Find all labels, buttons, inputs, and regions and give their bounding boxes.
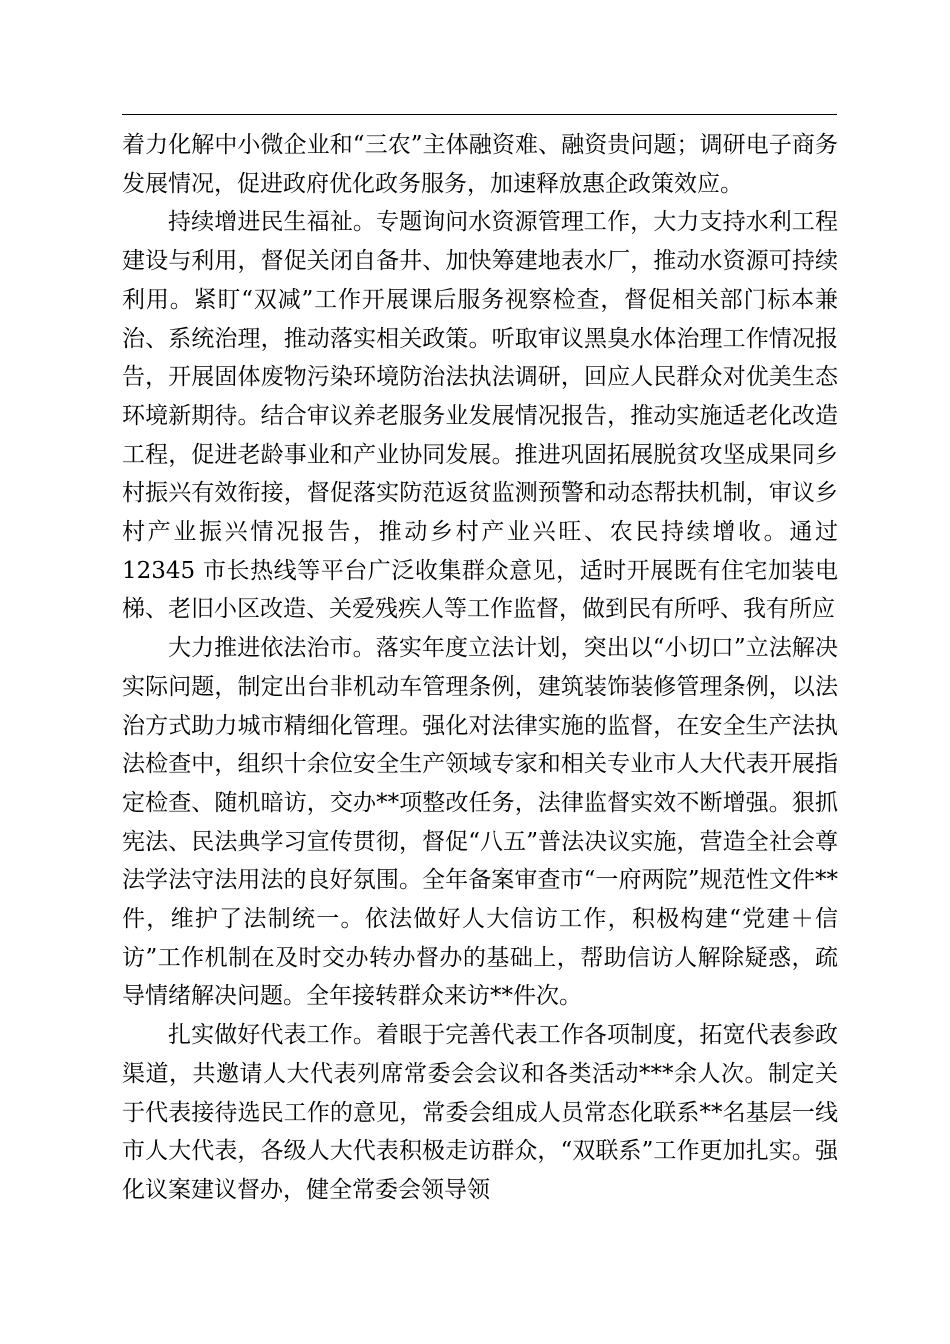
paragraph-continuation: 着力化解中小微企业和“三农”主体融资难、融资贵问题；调研电子商务发展情况，促进政府优化政务服务，加速释放惠企政策效应。 (122, 132, 838, 197)
paragraph-rule-of-law: 大力推进依法治市。落实年度立法计划，突出以“小切口”立法解决实际问题，制定出台非机动车管理条例，建筑装饰装修管理条例，以法治方式助力城市精细化管理。强化对法律实施的监督，在安全生产法执法检查中，组织十余位安全生产领域专家和相关专业市人大代表开展指定检查、随机暗访，交办**项整改任务，法律监督实效不断增强。狠抓宪法、民法典学习宣传贯彻，督促“八五”普法决议实施，营造全社会尊法学法守法用法的良好氛围。全年备案审查市“一府两院”规范性文件**件，维护了法制统一。依法做好人大信访工作，积极构建“党建＋信访”工作机制在及时交办转办督办的基础上，帮助信访人解除疑惑，疏导情绪解决问题。全年接转群众来访**件次。 (122, 635, 838, 1010)
paragraph-livelihood: 持续增进民生福祉。专题询问水资源管理工作，大力支持水利工程建设与利用，督促关闭自备井、加快筹建地表水厂，推动水资源可持续利用。紧盯“双减”工作开展课后服务视察检查，督促相关部门标本兼治、系统治理，推动落实相关政策。听取审议黑臭水体治理工作情况报告，开展固体废物污染环境防治法执法调研，回应人民群众对优美生态环境新期待。结合审议养老服务业发展情况报告，推动实施适老化改造工程，促进老龄事业和产业协同发展。推进巩固拓展脱贫攻坚成果同乡村振兴有效衔接，督促落实防范返贫监测预警和动态帮扶机制，审议乡村产业振兴情况报告，推动乡村产业兴旺、农民持续增收。通过 12345 市长热线等平台广泛收集群众意见，适时开展既有住宅加装电梯、老旧小区改造、关爱残疾人等工作监督，做到民有所呼、我有所应 (122, 209, 838, 623)
header-divider (122, 114, 837, 115)
document-body (122, 126, 838, 1210)
paragraph-representative-work: 扎实做好代表工作。着眼于完善代表工作各项制度，拓宽代表参政渠道，共邀请人大代表列席常委会会议和各类活动***余人次。制定关于代表接待选民工作的意见，常委会组成人员常态化联系**名基层一线市人大代表，各级人大代表积极走访群众，“双联系”工作更加扎实。强化议案建议督办，健全常委会领导领 (122, 1022, 838, 1203)
